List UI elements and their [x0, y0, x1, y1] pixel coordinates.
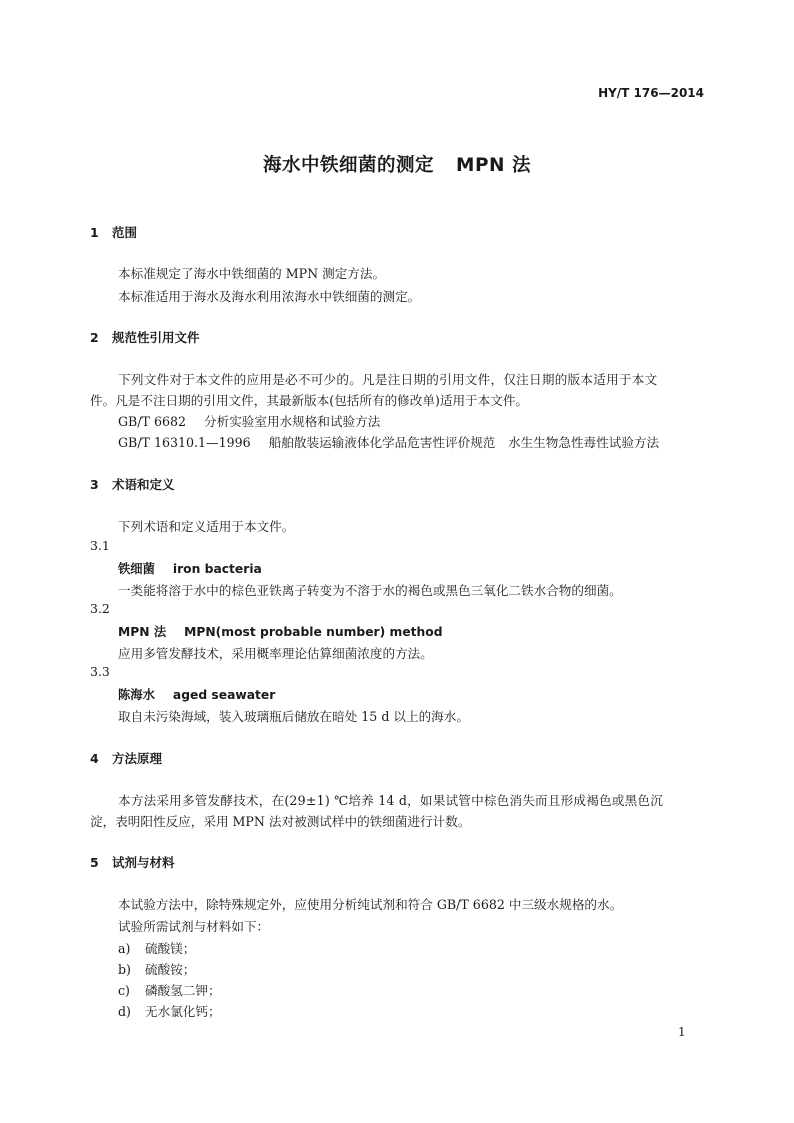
term-entry	[118, 622, 443, 640]
term-english: iron bacteria	[172, 562, 262, 576]
list-item	[118, 959, 195, 978]
section-title: 规范性引用文件	[112, 330, 200, 345]
list-item	[118, 980, 221, 999]
list-marker: c)	[118, 983, 130, 998]
title-suffix: MPN 法	[456, 155, 531, 176]
term-definition: 一类能将溶于水中的棕色亚铁离子转变为不溶于水的褐色或黑色三氧化二铁水合物的细菌。	[118, 583, 622, 598]
section-1-heading	[90, 223, 137, 241]
section-title: 试剂与材料	[112, 855, 175, 870]
section-2-heading	[90, 328, 200, 346]
list-marker: d)	[118, 1004, 131, 1019]
paragraph: 下列术语和定义适用于本文件。	[118, 519, 295, 534]
section-number: 4	[90, 751, 99, 766]
list-text: 硫酸镁；	[145, 941, 196, 956]
page-number: 1	[678, 1025, 686, 1039]
term-english: aged seawater	[172, 688, 276, 702]
list-item	[118, 938, 195, 957]
title-main: 海水中铁细菌的测定	[263, 155, 435, 176]
paragraph-line: 下列文件对于本文件的应用是必不可少的。凡是注日期的引用文件，仅注日期的版本适用于本文	[118, 372, 658, 387]
list-text: 硫酸铵；	[145, 962, 196, 977]
term-number: 3.1	[90, 538, 110, 553]
section-number: 3	[90, 477, 99, 492]
reference-title: 分析实验室用水规格和试验方法	[204, 414, 381, 429]
term-entry	[118, 685, 275, 703]
list-marker: a)	[118, 941, 131, 956]
term-chinese: MPN 法	[118, 625, 167, 639]
term-number: 3.3	[90, 664, 110, 679]
section-3-heading	[90, 475, 175, 493]
list-marker: b)	[118, 962, 131, 977]
term-english: MPN(most probable number) method	[184, 625, 443, 639]
list-item	[118, 1001, 221, 1020]
reference-code: GB/T 6682	[118, 414, 187, 429]
paragraph: 本标准适用于海水及海水利用浓海水中铁细菌的测定。	[118, 289, 421, 304]
term-chinese: 陈海水	[118, 688, 155, 702]
term-definition: 取自未污染海域，装入玻璃瓶后储放在暗处 15 d 以上的海水。	[118, 709, 469, 724]
reference-title: 船舶散装运输液体化学品危害性评价规范 水生生物急性毒性试验方法	[268, 435, 660, 450]
paragraph-line: 本方法采用多管发酵技术，在(29±1) ℃培养 14 d，如果试管中棕色消失而且形成褐色或黑色沉	[118, 793, 663, 808]
term-entry	[118, 559, 262, 577]
list-text: 磷酸氢二钾；	[145, 983, 221, 998]
paragraph-line: 件。凡是不注日期的引用文件，其最新版本(包括所有的修改单)适用于本文件。	[90, 393, 529, 408]
section-title: 术语和定义	[112, 477, 175, 492]
section-title: 方法原理	[112, 751, 163, 766]
term-number: 3.2	[90, 601, 110, 616]
term-chinese: 铁细菌	[118, 562, 155, 576]
standard-number: HY/T 176—2014	[598, 86, 704, 100]
paragraph: 试验所需试剂与材料如下：	[118, 919, 270, 934]
section-number: 5	[90, 855, 99, 870]
paragraph: 本试验方法中，除特殊规定外，应使用分析纯试剂和符合 GB/T 6682 中三级水规格的水。	[118, 897, 623, 912]
paragraph: 本标准规定了海水中铁细菌的 MPN 测定方法。	[118, 266, 386, 281]
term-definition: 应用多管发酵技术，采用概率理论估算细菌浓度的方法。	[118, 646, 433, 661]
paragraph-line: 淀，表明阳性反应，采用 MPN 法对被测试样中的铁细菌进行计数。	[90, 814, 471, 829]
section-title: 范围	[112, 225, 138, 240]
section-5-heading	[90, 853, 175, 871]
section-4-heading	[90, 749, 162, 767]
section-number: 1	[90, 225, 99, 240]
normative-reference	[118, 432, 659, 451]
reference-code: GB/T 16310.1—1996	[118, 435, 251, 450]
normative-reference	[118, 411, 380, 430]
section-number: 2	[90, 330, 99, 345]
page-title	[0, 151, 794, 177]
list-text: 无水氯化钙；	[145, 1004, 221, 1019]
